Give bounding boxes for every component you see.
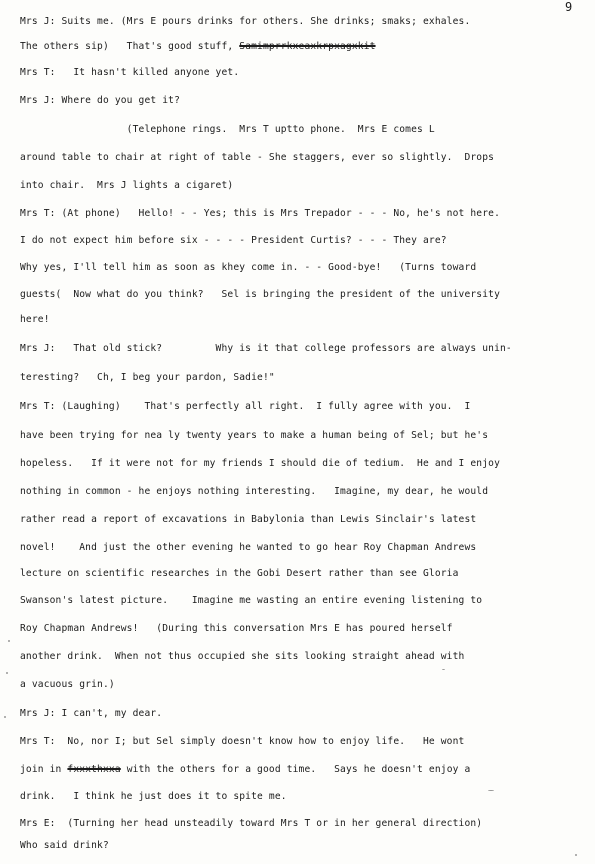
- script-line-26: [20, 708, 162, 720]
- line-text: Mrs T: It hasn't killed anyone yet.: [20, 67, 240, 78]
- line-text: drink. I think he just does it to spite me.: [20, 791, 287, 802]
- line-text: Who said drink?: [20, 840, 109, 851]
- line-text: Mrs E: (Turning her head unsteadily toward Mrs T or in her general direction): [20, 818, 483, 829]
- line-text: lecture on scientific researches in the Gobi Desert rather than see Gloria: [20, 568, 459, 579]
- line-text: I do not expect him before six - - - - President Curtis? - - - They are?: [20, 235, 447, 246]
- line-text: Mrs J: That old stick? Why is it that college professors are always unin-: [20, 343, 512, 354]
- script-line-5: [20, 124, 435, 136]
- script-line-16: [20, 430, 488, 442]
- script-line-1: [20, 16, 470, 28]
- line-text: Swanson's latest picture. Imagine me wasting an entire evening listening to: [20, 595, 483, 606]
- line-text: teresting? Ch, I beg your pardon, Sadie!": [20, 372, 275, 383]
- script-line-22: [20, 595, 482, 607]
- line-text: Mrs J: Suits me. (Mrs E pours drinks for others. She drinks; smaks; exhales.: [20, 16, 471, 27]
- line-text: guests( Now what do you think? Sel is bringing the president of the university: [20, 289, 500, 300]
- script-line-15: [20, 401, 470, 413]
- line-text: another drink. When not thus occupied she sits looking straight ahead with: [20, 651, 465, 662]
- line-text: around table to chair at right of table - She staggers, ever so slightly. Drops: [20, 152, 495, 163]
- line-text: The others sip) That's good stuff,: [20, 41, 240, 52]
- line-text-continued: with the others for a good time. Says he doesn't enjoy a: [120, 764, 471, 775]
- script-line-13: [20, 343, 512, 355]
- ink-speck: [6, 672, 8, 674]
- line-text: Mrs T: (Laughing) That's perfectly all right. I fully agree with you. I: [20, 401, 471, 412]
- script-line-8: [20, 208, 500, 220]
- script-line-4: [20, 95, 180, 107]
- ink-speck: [8, 640, 10, 642]
- script-line-2: [20, 41, 376, 53]
- script-line-17: [20, 458, 500, 470]
- script-line-23: [20, 623, 453, 635]
- line-text: join in: [20, 764, 68, 775]
- script-line-20: [20, 542, 476, 554]
- line-text: Roy Chapman Andrews! (During this conversation Mrs E has poured herself: [20, 623, 453, 634]
- script-line-12: [20, 314, 50, 326]
- line-text: here!: [20, 314, 50, 325]
- ink-speck: [575, 854, 577, 856]
- script-line-7: [20, 180, 233, 192]
- ink-speck: [4, 716, 6, 718]
- struck-out-text: Samimprrkxeaxkrpxagxkit: [239, 41, 376, 52]
- script-line-3: [20, 67, 239, 79]
- script-line-27: [20, 736, 464, 748]
- line-text: Mrs J: Where do you get it?: [20, 95, 180, 106]
- script-line-30: [20, 818, 482, 830]
- line-text: rather read a report of excavations in Babylonia than Lewis Sinclair's latest: [20, 514, 477, 525]
- script-line-21: [20, 568, 459, 580]
- script-line-29: [20, 791, 287, 803]
- script-line-25: [20, 679, 115, 691]
- struck-out-text: fxxxthxxa: [67, 764, 121, 775]
- script-line-18: [20, 486, 488, 498]
- line-text: a vacuous grin.): [20, 679, 115, 690]
- line-text: have been trying for nea ly twenty years to make a human being of Sel; but he's: [20, 430, 489, 441]
- line-text: novel! And just the other evening he wanted to go hear Roy Chapman Andrews: [20, 542, 477, 553]
- line-text: into chair. Mrs J lights a cigaret): [20, 180, 234, 191]
- script-line-31: [20, 840, 109, 852]
- script-line-9: [20, 235, 447, 247]
- line-text: (Telephone rings. Mrs T uptto phone. Mrs E comes L: [20, 124, 435, 135]
- script-line-19: [20, 514, 476, 526]
- script-line-24: [20, 651, 464, 663]
- line-text: nothing in common - he enjoys nothing interesting. Imagine, my dear, he would: [20, 486, 489, 497]
- script-line-6: [20, 152, 494, 164]
- script-line-14: [20, 372, 275, 384]
- script-line-10: [20, 262, 476, 274]
- line-text: Mrs T: No, nor I; but Sel simply doesn't know how to enjoy life. He wont: [20, 736, 465, 747]
- line-text: Why yes, I'll tell him as soon as khey come in. - - Good-bye! (Turns toward: [20, 262, 477, 273]
- ink-speck: [442, 669, 445, 670]
- script-line-11: [20, 289, 500, 301]
- page-number: 9: [565, 0, 573, 14]
- line-text: Mrs T: (At phone) Hello! - - Yes; this is Mrs Trepador - - - No, he's not here.: [20, 208, 500, 219]
- ink-speck: [488, 790, 494, 791]
- line-text: hopeless. If it were not for my friends I should die of tedium. He and I enjoy: [20, 458, 500, 469]
- line-text: Mrs J: I can't, my dear.: [20, 708, 163, 719]
- script-line-28: [20, 764, 470, 776]
